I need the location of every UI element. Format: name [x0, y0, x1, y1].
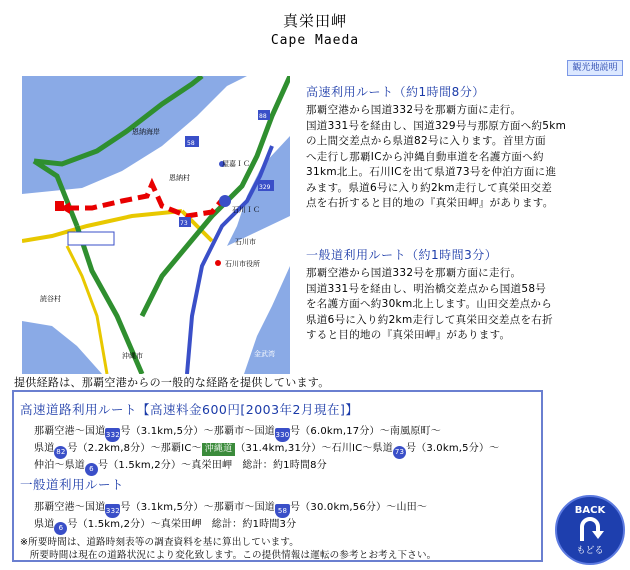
map-label-onna: 恩納村: [169, 174, 190, 182]
map-label-ishikawa-city: 石川市: [235, 238, 256, 246]
u-turn-arrow-icon: [576, 517, 604, 541]
route-6-badge-icon: 6: [54, 522, 67, 535]
map-label-yaka-ic: 屋嘉ＩＣ: [222, 160, 250, 168]
map-label-r88: 88: [259, 113, 267, 120]
back-button-label: BACK: [574, 505, 606, 516]
expressway-summary-line-3: 仲泊～県道 6 号（1.5km,2分）～真栄田岬 総計：約1時間8分: [34, 456, 327, 476]
general-summary-heading: 一般道利用ルート: [20, 477, 125, 492]
general-summary-line-2: 県道 6 号（1.5km,2分）～真栄田岬 総計：約1時間3分: [34, 515, 296, 535]
cape-label-box: [68, 232, 114, 245]
back-button-sublabel: もどる: [576, 546, 604, 556]
map-label-sea: 恩納海岸: [132, 128, 160, 136]
route-330-shield-icon: 330: [275, 428, 290, 442]
route-6-badge-icon: 6: [85, 463, 98, 476]
destination-marker-icon: [55, 201, 64, 211]
expressway-route-description: 那覇空港から国道332号を那覇方面に走行。 国道331号を経由し、国道329号与那原方面へ約5km の上間交差点から県道82号に入ります。首里方面 へ走行し那覇ICから沖縄自動車道を名護方面へ約 31km北上。石川ICを出て県道73号を仲泊方面に進 みます。県道6号に入り約2km走行して真栄田交差 点を右折すると目的地の『真栄田岬』があります。: [306, 104, 567, 209]
route-332-shield-icon: 332: [105, 428, 120, 442]
back-button[interactable]: [555, 495, 625, 565]
footnote-1: ※所要時間は、道路時刻表等の調査資料を基に算出しています。: [20, 537, 300, 548]
general-route-description: 那覇空港から国道332号を那覇方面に走行。 国道331号を経由し、明治橋交差点から国道58号 を名護方面へ約30km北上します。山田交差点から 県道6号に入り約2km走行して真栄田交差点を右折 すると目的地の『真栄田岬』があります。: [306, 267, 553, 341]
route-82-badge-icon: 82: [54, 446, 67, 459]
route-summary-box: [12, 390, 543, 562]
route-73-badge-icon: 73: [393, 446, 406, 459]
map-label-city-hall: 石川市役所: [225, 260, 260, 268]
page-title: 真栄田岬: [282, 12, 347, 30]
expressway-summary-line-2: 県道 82 号（2.2km,8分）～那覇IC～ 沖縄道 （31.4km,31分）～石川IC～県道 73 号（3.0km,5分）～: [34, 439, 499, 459]
general-summary-line-1: 那覇空港～国道332号（3.1km,5分）～那覇市～国道 58 号（30.0km,56分）～山田～: [34, 498, 427, 518]
footnote-2: 所要時間は現在の道路状況により変化致します。この提供情報は運転の参考とお考え下さい。: [20, 550, 437, 561]
city-hall-marker-icon: [215, 260, 221, 266]
okinawa-expressway-tag: 沖縄道: [202, 443, 236, 456]
sightseeing-guide-button[interactable]: 観光地説明: [567, 60, 623, 76]
route-note: 提供経路は、那覇空港からの一般的な経路を提供しています。: [14, 376, 330, 389]
map-label-okinawa-city: 沖縄市: [122, 352, 143, 360]
page-subtitle: Cape Maeda: [270, 33, 360, 48]
map-label-r329: 329: [259, 184, 271, 191]
general-route-heading: 一般道利用ルート（約1時間3分）: [306, 248, 498, 262]
map-label-yomitan: 読谷村: [40, 295, 61, 303]
map-label-ishikawa-ic: 石川ＩＣ: [232, 206, 260, 214]
route-58-shield-icon: 58: [275, 504, 290, 518]
map-label-r73: 73: [180, 220, 188, 227]
expressway-summary-heading: 高速道路利用ルート【高速料金600円[2003年2月現在]】: [20, 402, 359, 417]
expressway-summary-line-1: 那覇空港～国道332号（3.1km,5分）～那覇市～国道330号（6.0km,17分）～南風原町～: [34, 422, 441, 442]
route-map: [22, 76, 290, 374]
ishikawa-ic-marker-icon: [219, 195, 231, 207]
map-label-r58: 58: [187, 140, 195, 147]
map-label-kin-bay: 金武湾: [254, 350, 275, 358]
route-332-shield-icon: 332: [105, 504, 120, 518]
expressway-route-heading: 高速利用ルート（約1時間8分）: [306, 85, 485, 99]
